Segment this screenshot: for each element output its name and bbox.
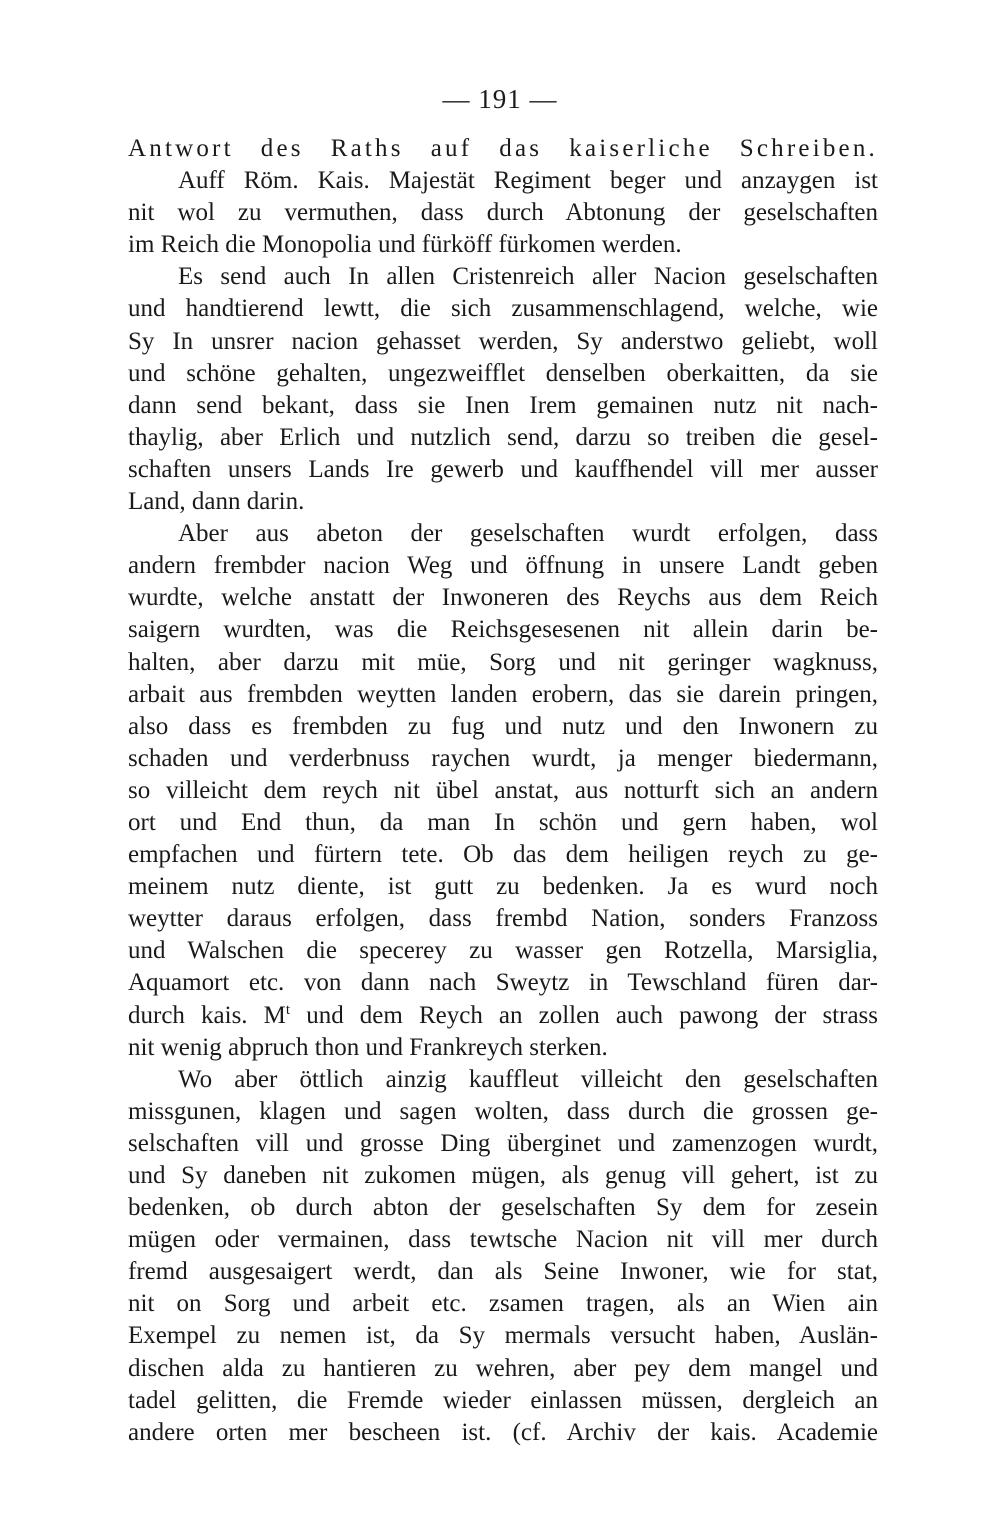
text-line: thaylig, aber Erlich und nutzlich send, darzu so treiben die gesel- (128, 423, 878, 451)
text-line: Wo aber öttlich ainzig kauffleut villeicht den geselschaften (178, 1065, 878, 1093)
text-segment: durch kais. M (128, 1001, 286, 1029)
text-line: also dass es frembden zu fug und nutz und den Inwonern zu (128, 712, 878, 740)
text-line: und Sy daneben nit zukomen mügen, als genug vill gehert, ist zu (128, 1162, 878, 1189)
text-line: schaden und verderbnuss raychen wurdt, ja menger biedermann, (128, 744, 878, 772)
text-line: Es send auch In allen Cristenreich aller Nacion geselschaften (178, 263, 878, 291)
text-line: mügen oder vermainen, dass tewtsche Nacion nit vill mer durch (128, 1226, 878, 1254)
text-line: selschaften vill und grosse Ding überginet und zamenzogen wurdt, (128, 1129, 878, 1157)
text-line: fremd ausgesaigert werdt, dan als Seine Inwoner, wie for stat, (128, 1258, 878, 1286)
section-heading: Antwort des Raths auf das kaiserliche Schreiben. (128, 135, 878, 162)
text-line: wurdte, welche anstatt der Inwoneren des Reychs aus dem Reich (128, 584, 878, 612)
text-line: weytter daraus erfolgen, dass frembd Nation, sonders Franzoss (128, 905, 878, 933)
text-line: meinem nutz diente, ist gutt zu bedenken. Ja es wurd noch (128, 873, 878, 901)
text-line: und schöne gehalten, ungezweifflet denselben oberkaitten, da sie (128, 359, 878, 387)
text-line: Aber aus abeton der geselschaften wurdt erfolgen, dass (178, 520, 878, 548)
text-line: Exempel zu nemen ist, da Sy mermals versucht haben, Auslän- (128, 1322, 878, 1350)
text-line: schaften unsers Lands Ire gewerb und kauffhendel vill mer ausser (128, 455, 878, 483)
text-line: Sy In unsrer nacion gehasset werden, Sy anderstwo geliebt, woll (128, 327, 878, 355)
text-line: nit wol zu vermuthen, dass durch Abtonung der geselschaften (128, 199, 878, 227)
text-line: halten, aber darzu mit müe, Sorg und nit geringer wagknuss, (128, 648, 878, 676)
text-line: dischen alda zu hantieren zu wehren, aber pey dem mangel und (128, 1354, 878, 1382)
text-line: nit wenig abpruch thon und Frankreych sterken. (128, 1033, 608, 1061)
text-line (128, 1000, 878, 1032)
text-line: empfachen und fürtern tete. Ob das dem heiligen reych zu ge- (128, 841, 878, 869)
text-line: andere orten mer bescheen ist. (cf. Archiv der kais. Academie (128, 1418, 878, 1446)
text-line: ort und End thun, da man In schön und gern haben, wol (128, 808, 878, 836)
text-line: und Walschen die specerey zu wasser gen Rotzella, Marsiglia, (128, 937, 878, 965)
text-line: Auff Röm. Kais. Majestät Regiment beger und anzaygen ist (178, 167, 878, 195)
page-number: — 191 — (442, 84, 558, 114)
text-line: Land, dann darin. (128, 488, 305, 516)
text-line: bedenken, ob durch abton der geselschaften Sy dem for zesein (128, 1194, 878, 1222)
text-line: nit on Sorg und arbeit etc. zsamen tragen, als an Wien ain (128, 1290, 878, 1318)
text-segment: und dem Reych an zollen auch pawong der strass (290, 1001, 878, 1029)
text-line: saigern wurdten, was die Reichsgesesenen nit allein darin be- (128, 616, 878, 644)
text-line: Aquamort etc. von dann nach Sweytz in Tewschland füren dar- (128, 969, 878, 997)
text-line: im Reich die Monopolia und fürköff fürkomen werden. (128, 231, 682, 259)
text-line: tadel gelitten, die Fremde wieder einlassen müssen, dergleich an (128, 1386, 878, 1414)
text-line: und handtierend lewtt, die sich zusammenschlagend, welche, wie (128, 295, 878, 323)
body-text (128, 133, 878, 1449)
text-line: arbait aus frembden weytten landen erobern, das sie darein pringen, (128, 680, 878, 708)
text-line: dann send bekant, dass sie Inen Irem gemainen nutz nit nach- (128, 391, 878, 419)
text-line: missgunen, klagen und sagen wolten, dass durch die grossen ge- (128, 1097, 878, 1125)
text-line: so villeicht dem reych nit übel anstat, aus notturft sich an andern (128, 776, 878, 804)
superscript: t (285, 1001, 291, 1018)
text-line: andern frembder nacion Weg und öffnung in unsere Landt geben (128, 552, 878, 580)
